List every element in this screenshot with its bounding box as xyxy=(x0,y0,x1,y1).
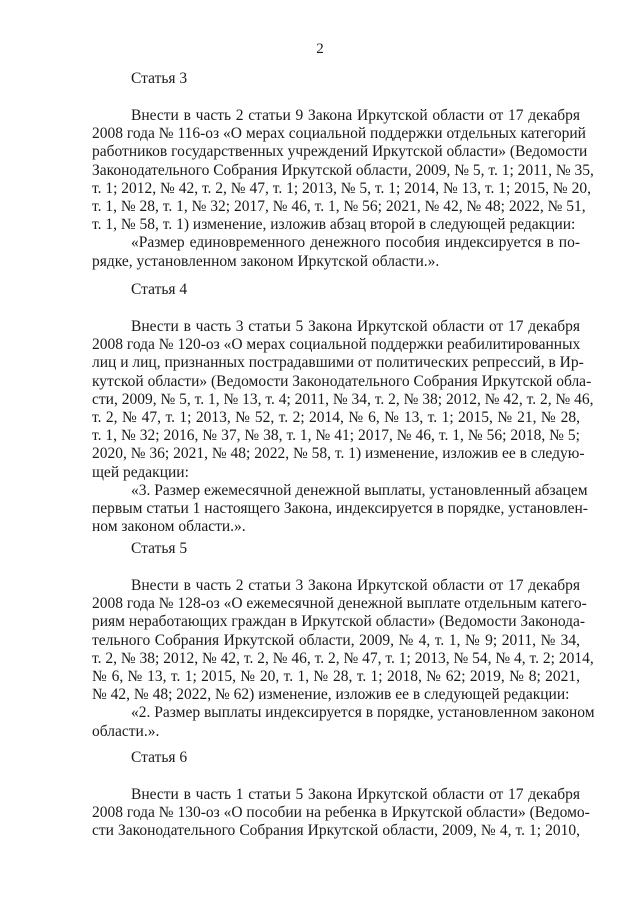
article-3-heading: Статья 3 xyxy=(131,70,188,87)
text-line: сти, 2009, № 5, т. 1, № 13, т. 4; 2011, № 34, т. 2, № 38; 2012, № 42, т. 2, № 46, xyxy=(92,390,594,408)
text-line: № 42, № 48; 2022, № 62) изменение, изложив ее в следующей редакции: xyxy=(92,686,570,704)
text-line: Внести в часть 3 статьи 5 Закона Иркутской области от 17 декабря xyxy=(131,318,580,335)
text-line: Законодательного Собрания Иркутской области, 2009, № 5, т. 1; 2011, № 35, xyxy=(92,161,594,179)
text-line: Внести в часть 2 статьи 3 Закона Иркутской области от 17 декабря xyxy=(131,577,580,594)
article-5-heading: Статья 5 xyxy=(131,540,188,557)
text-line: риям неработающих граждан в Иркутской области» (Ведомости Законода- xyxy=(92,613,586,631)
text-line: сти Законодательного Собрания Иркутской области, 2009, № 4, т. 1; 2010, xyxy=(92,822,580,840)
text-line: работников государственных учреждений Иркутской области» (Ведомости xyxy=(92,143,588,161)
text-line: т. 2, № 38; 2012, № 42, т. 2, № 46, т. 2, № 47, т. 1; 2013, № 54, № 4, т. 2; 2014, xyxy=(92,649,594,667)
quote-line: первым статьи 1 настоящего Закона, индексируется в порядке, установлен- xyxy=(92,500,588,518)
text-line: Внести в часть 1 статьи 5 Закона Иркутской области от 17 декабря xyxy=(131,786,580,803)
text-line: № 6, № 13, т. 1; 2015, № 20, т. 1, № 28, т. 1; 2018, № 62; 2019, № 8; 2021, xyxy=(92,668,580,686)
text-line: 2008 года № 130-оз «О пособии на ребенка в Иркутской области» (Ведомо- xyxy=(92,804,590,822)
text-line: лиц и лиц, признанных пострадавшими от политических репрессий, в Ир- xyxy=(92,354,584,372)
text-line: т. 1, № 28, т. 1, № 32; 2017, № 46, т. 1, № 56; 2021, № 42, № 48; 2022, № 51, xyxy=(92,198,586,216)
article-4-heading: Статья 4 xyxy=(131,281,188,298)
quote-line: ном законом области.». xyxy=(92,518,246,536)
text-line: т. 1; 2012, № 42, т. 2, № 47, т. 1; 2013, № 5, т. 1; 2014, № 13, т. 1; 2015, № 20, xyxy=(92,179,591,197)
page-number: 2 xyxy=(316,41,324,57)
quote-line: области.». xyxy=(92,722,160,740)
article-5-body xyxy=(92,577,595,741)
text-line: 2008 года № 116-оз «О мерах социальной поддержки отдельных категорий xyxy=(92,125,586,143)
text-line: щей редакции: xyxy=(92,463,189,481)
quote-line: «2. Размер выплаты индексируется в порядке, установленном законом xyxy=(131,704,595,722)
text-line: тельного Собрания Иркутской области, 2009, № 4, т. 1, № 9; 2011, № 34, xyxy=(92,631,580,649)
text-line: кутской области» (Ведомости Законодательного Собрания Иркутской обла- xyxy=(92,372,592,390)
quote-line: «Размер единовременного денежного пособия индексируется в по- xyxy=(131,234,580,252)
quote-line: рядке, установленном законом Иркутской области.». xyxy=(92,252,440,270)
text-line: 2008 года № 128-оз «О ежемесячной денежной выплате отдельным катего- xyxy=(92,595,587,613)
quote-line: «3. Размер ежемесячной денежной выплаты, установленный абзацем xyxy=(131,481,588,499)
text-line: т. 1, № 32; 2016, № 37, № 38, т. 1, № 41; 2017, № 46, т. 1, № 56; 2018, № 5; xyxy=(92,427,580,445)
article-6-heading: Статья 6 xyxy=(131,749,188,766)
text-line: т. 2, № 47, т. 1; 2013, № 52, т. 2; 2014, № 6, № 13, т. 1; 2015, № 21, № 28, xyxy=(92,409,580,427)
text-line: Внести в часть 2 статьи 9 Закона Иркутской области от 17 декабря xyxy=(131,107,580,124)
text-line: 2008 года № 120-оз «О мерах социальной поддержки реабилитированных xyxy=(92,336,581,354)
article-6-body xyxy=(92,786,590,841)
article-3-body xyxy=(92,107,594,271)
article-4-body xyxy=(92,318,594,536)
text-line: 2020, № 36; 2021, № 48; 2022, № 58, т. 1) изменение, изложив ее в следую- xyxy=(92,445,585,463)
text-line: т. 1, № 58, т. 1) изменение, изложив абзац второй в следующей редакции: xyxy=(92,216,576,234)
